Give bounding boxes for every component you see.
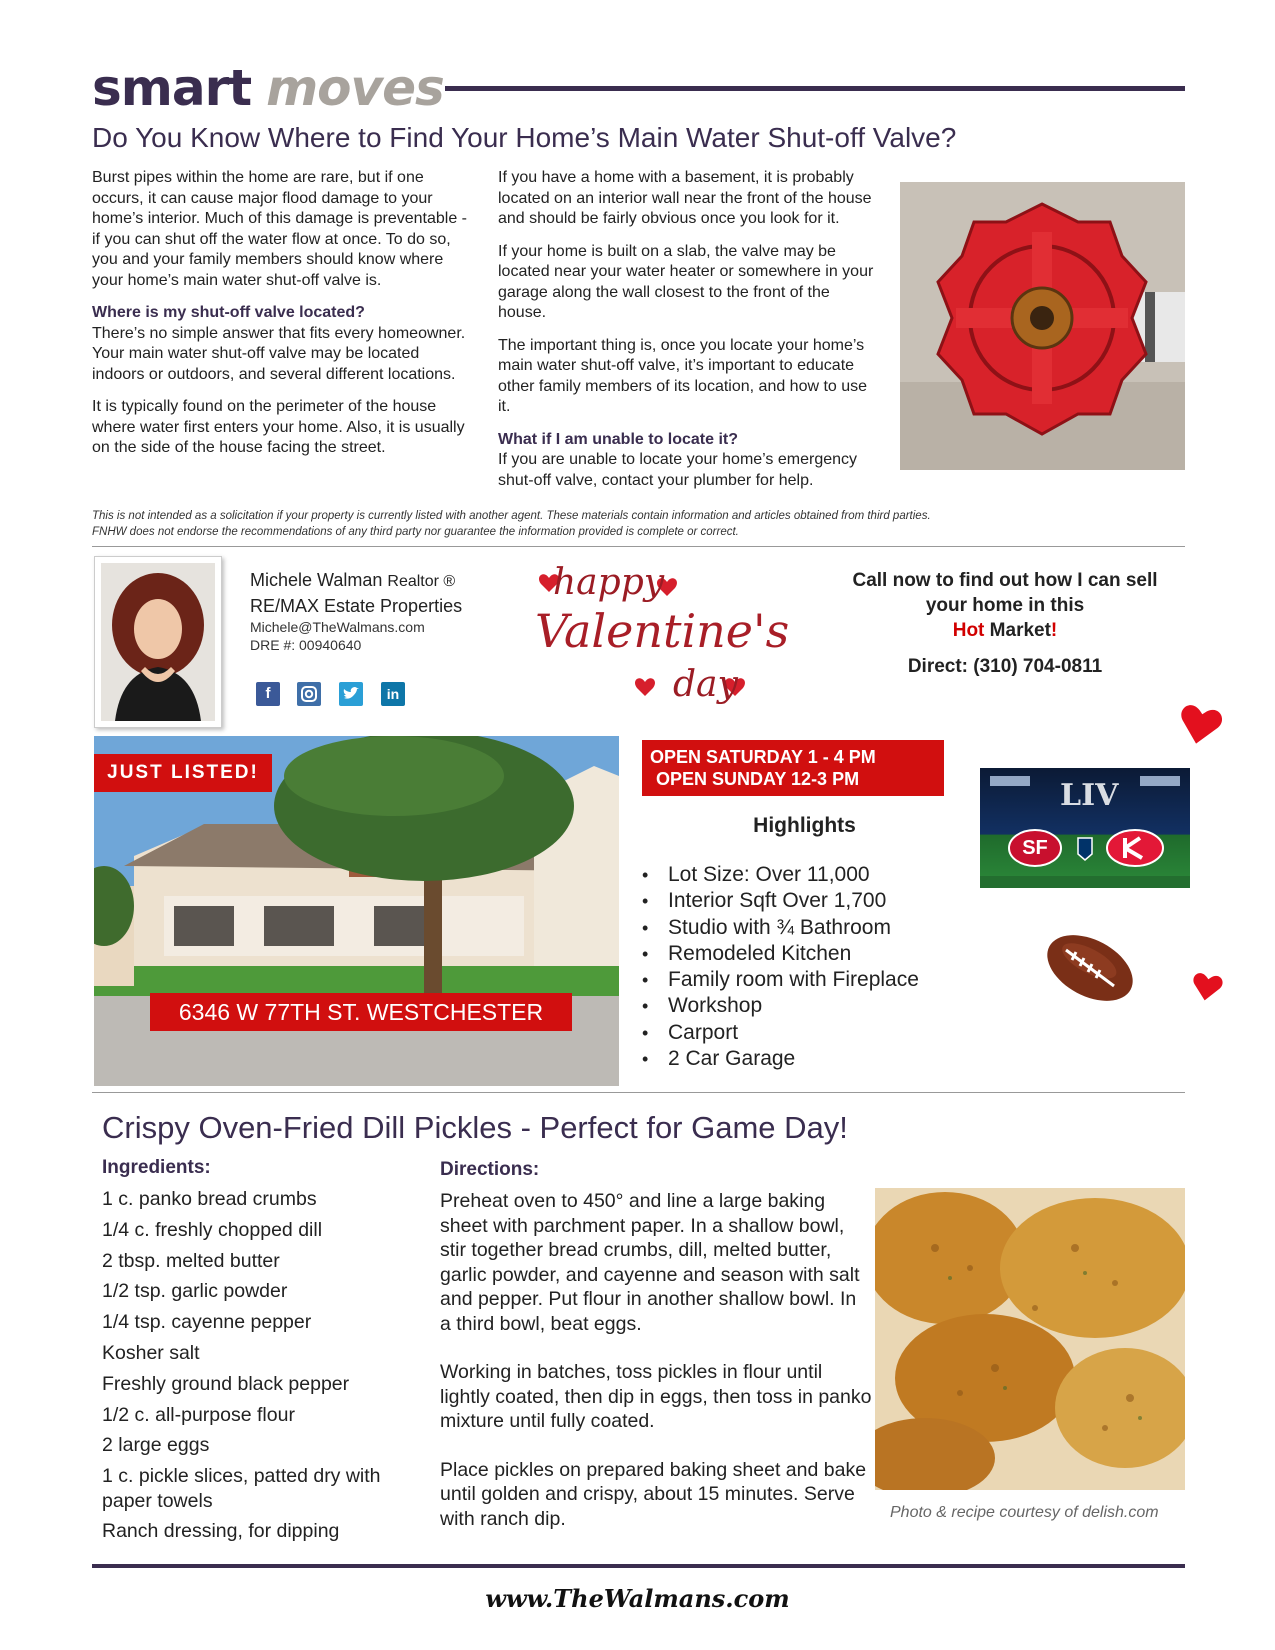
brand-moves: moves — [266, 59, 444, 117]
list-item: • Lot Size: Over 11,000 — [640, 862, 919, 888]
call-to-action — [820, 568, 1190, 643]
highlights-title: Highlights — [753, 814, 856, 837]
photo-credit: Photo & recipe courtesy of delish.com — [890, 1504, 1159, 1521]
article-paragraph: It is typically found on the perimeter of the house where water first enters your home. Also, it is usually on the side of the house facing the street. — [92, 398, 465, 456]
facebook-icon[interactable]: f — [256, 682, 280, 706]
article-subheading: What if I am unable to locate it? — [498, 430, 739, 448]
list-item: 2 tbsp. melted butter — [102, 1249, 280, 1272]
valentine-title: Valentine's — [535, 604, 790, 658]
brand-divider — [445, 86, 1185, 91]
open-house-times — [642, 740, 944, 796]
list-item: 1 c. pickle slices, patted dry with paper towels — [102, 1465, 381, 1512]
agent-name: Michele Walman — [250, 570, 383, 590]
cta-line-3 — [820, 618, 1190, 643]
article-paragraph: If you are unable to locate your home’s emergency shut-off valve, contact your plumber for help. — [498, 451, 858, 489]
article-paragraph: Burst pipes within the home are rare, but if one occurs, it can cause major flood damage to your home’s interior. Much of this damage is preventable - if you can shut off the water flow at once. To do so, you and your family members should know where your home’s main water shut-off valve is. — [92, 169, 468, 289]
disclaimer-line: FNHW does not endorse the recommendations of any third party nor guarantee the information provided is complete or correct. — [92, 526, 739, 538]
article-column-2 — [498, 168, 880, 503]
list-item: Ranch dressing, for dipping — [102, 1520, 340, 1543]
list-item: 2 large eggs — [102, 1434, 210, 1457]
just-listed-badge: JUST LISTED! — [94, 754, 272, 792]
agent-license: DRE #: 00940640 — [250, 637, 362, 653]
direction-step: Working in batches, toss pickles in flour until lightly coated, then dip in eggs, then toss in panko mixture until fully coated. — [440, 1361, 872, 1432]
list-item: 1 c. panko bread crumbs — [102, 1188, 317, 1210]
agent-email[interactable]: Michele@TheWalmans.com — [250, 619, 425, 635]
section-divider — [92, 1092, 1185, 1093]
list-item: 1/4 tsp. cayenne pepper — [102, 1311, 312, 1334]
football-icon — [1040, 928, 1140, 1013]
recipe-directions — [440, 1189, 872, 1531]
cta-line-2: your home in this — [925, 595, 1085, 616]
twitter-icon[interactable] — [339, 682, 363, 706]
open-saturday: OPEN SATURDAY 1 - 4 PM — [650, 747, 876, 767]
agent-name-line — [250, 568, 510, 594]
cta-exclaim: ! — [1050, 620, 1058, 641]
list-item: • Interior Sqft Over 1,700 — [640, 888, 919, 914]
agent-info — [250, 568, 510, 654]
list-item: 1/4 c. freshly chopped dill — [102, 1218, 323, 1241]
agent-company: RE/MAX Estate Properties — [250, 596, 463, 616]
list-item: • Carport — [640, 1020, 919, 1046]
valentines-day-graphic — [535, 560, 795, 720]
agent-phone[interactable]: Direct: (310) 704-0811 — [907, 656, 1103, 677]
highlights-list — [640, 862, 919, 1072]
cta-line-1: Call now to find out how I can sell — [852, 570, 1158, 591]
listing-address: 6346 W 77TH ST. WESTCHESTER — [150, 993, 572, 1031]
valentine-happy: happy — [553, 562, 665, 603]
article-paragraph: If your home is built on a slab, the valve may be located near your water heater or somewhere in your garage along the wall closest to the front of the house. — [498, 242, 874, 321]
team-49ers: SF — [1022, 837, 1048, 859]
nfl-shield-icon — [1078, 838, 1092, 860]
list-item: • Family room with Fireplace — [640, 967, 919, 993]
agent-title: Realtor ® — [387, 573, 456, 590]
linkedin-icon[interactable]: in — [381, 682, 405, 706]
list-item: • Workshop — [640, 993, 919, 1019]
valentine-day: day — [673, 664, 738, 705]
article-paragraph: The important thing is, once you locate your home’s main water shut-off valve, it’s important to educate other family members of its location, and how to use it. — [498, 336, 868, 415]
footer-divider — [92, 1564, 1185, 1568]
list-item: • Remodeled Kitchen — [640, 941, 919, 967]
article-paragraph: There’s no simple answer that fits every homeowner. Your main water shut-off valve may be located indoors or outdoors, and several different locations. — [92, 324, 466, 383]
directions-heading: Directions: — [440, 1159, 540, 1180]
website-link[interactable]: www.TheWalmans.com — [485, 1584, 790, 1613]
ingredients-list — [102, 1187, 412, 1550]
heart-icon — [635, 678, 655, 696]
cta-market: Market — [989, 620, 1051, 641]
list-item: Freshly ground black pepper — [102, 1372, 350, 1395]
ingredients-heading: Ingredients: — [102, 1157, 211, 1178]
super-bowl-numeral: LIV — [1060, 778, 1119, 813]
agent-photo — [94, 556, 222, 728]
open-sunday: OPEN SUNDAY 12-3 PM — [656, 769, 860, 789]
disclaimer — [92, 508, 1182, 540]
newsletter-brand — [92, 58, 444, 118]
direction-step: Preheat oven to 450° and line a large baking sheet with parchment paper. In a shallow bowl, stir together bread crumbs, dill, melted butter, garlic powder, and cayenne and season with salt and pepper. Put flour in another shallow bowl. In a third bowl, beat eggs. — [440, 1190, 860, 1335]
water-valve-photo — [900, 182, 1185, 470]
list-item: • 2 Car Garage — [640, 1046, 919, 1072]
cta-hot: Hot — [952, 620, 985, 641]
recipe-title: Crispy Oven-Fried Dill Pickles - Perfect for Game Day! — [102, 1110, 848, 1145]
fried-pickles-photo — [875, 1188, 1185, 1490]
direction-step: Place pickles on prepared baking sheet and bake until golden and crispy, about 15 minutes. Serve with ranch dip. — [440, 1458, 867, 1530]
list-item: • Studio with ¾ Bathroom — [640, 915, 919, 941]
brand-smart: smart — [92, 59, 252, 117]
disclaimer-line: This is not intended as a solicitation if your property is currently listed with another agent. These materials contain information and articles obtained from third parties. — [92, 510, 931, 522]
article-column-1 — [92, 168, 470, 471]
list-item: Kosher salt — [102, 1341, 200, 1364]
heart-icon — [1191, 972, 1223, 1007]
article-paragraph: If you have a home with a basement, it is probably located on an interior wall near the front of the house and should be fairly obvious once you look for it. — [498, 169, 872, 227]
article-subheading: Where is my shut-off valve located? — [92, 304, 365, 321]
list-item: 1/2 tsp. garlic powder — [102, 1280, 288, 1303]
heart-icon — [1178, 704, 1222, 751]
article-title: Do You Know Where to Find Your Home’s Main Water Shut-off Valve? — [92, 122, 957, 153]
instagram-icon[interactable] — [297, 682, 321, 706]
super-bowl-graphic — [980, 768, 1190, 888]
list-item: 1/2 c. all-purpose flour — [102, 1403, 295, 1426]
section-divider — [92, 546, 1185, 547]
